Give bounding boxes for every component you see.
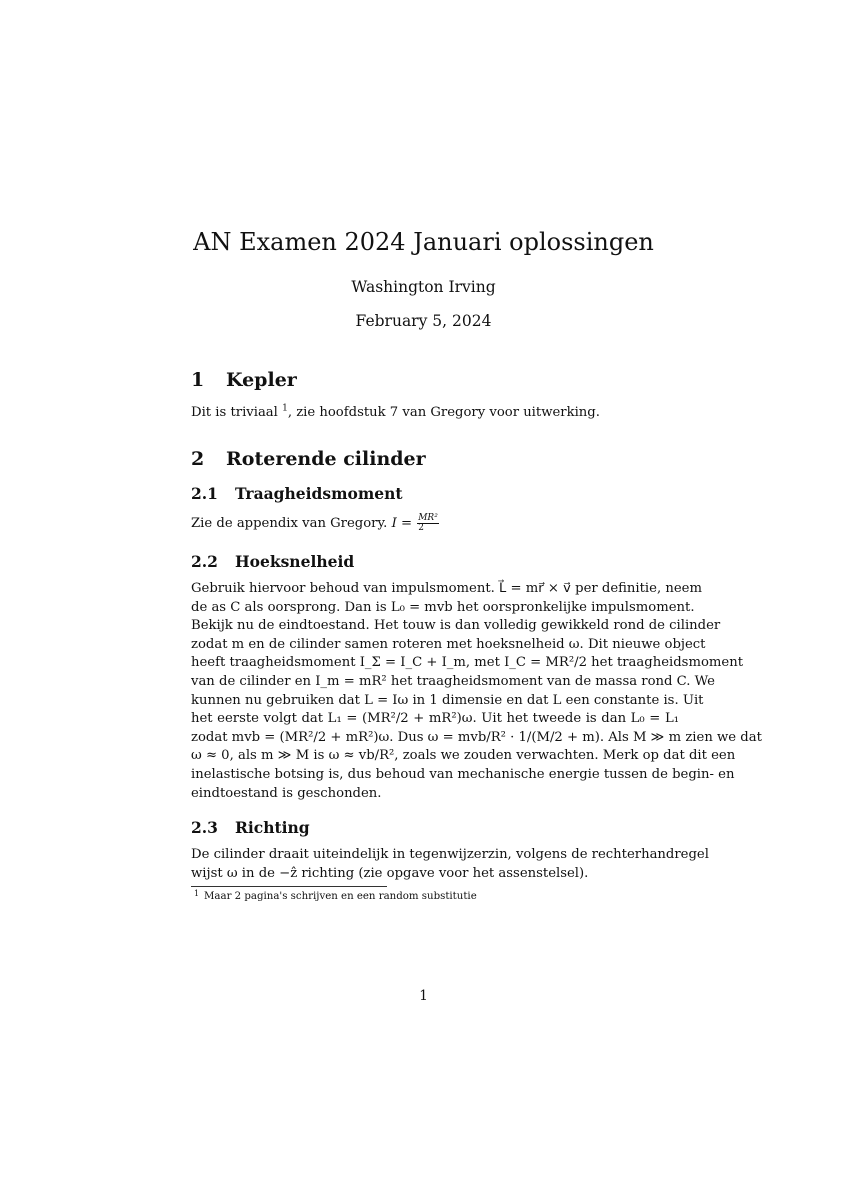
subsection-title: Richting [235,818,310,837]
subsection-heading-richting [191,818,310,837]
paragraph-kepler [191,404,679,423]
subsection-number: 2.2 [191,552,218,571]
paragraph-line: de as C als oorsprong. Dan is L₀ = mvb het oorspronkelijke impulsmoment. [191,599,695,615]
paragraph-line: ω ≈ 0, als m ≫ M is ω ≈ vb/R², zoals we zouden verwachten. Merk op dat dit een [191,748,736,764]
section-heading-roterende-cilinder [191,448,426,470]
paragraph-line: van de cilinder en I_m = mR² het traagheidsmoment van de massa rond C. We [191,673,715,689]
paragraph-line: het eerste volgt dat L₁ = (MR²/2 + mR²)ω. Uit het tweede is dan L₀ = L₁ [191,711,679,727]
footnote-reference: 1 [282,403,288,414]
paragraph-line: zodat mvb = (MR²/2 + mR²)ω. Dus ω = mvb/R² · 1/(M/2 + m). Als M ≫ m zien we dat [191,729,762,745]
paragraph-line: Bekijk nu de eindtoestand. Het touw is dan volledig gewikkeld rond de cilinder [191,618,721,634]
subsection-heading-hoeksnelheid [191,552,354,571]
paragraph-richting [191,846,709,883]
paragraph-line: Zie de appendix van Gregory. I = $\frac{\text{MR²}}{2}$ [191,513,438,533]
section-title: Roterende cilinder [226,448,426,470]
paragraph-hoeksnelheid [191,580,762,803]
footnote [194,889,477,902]
subsection-number: 2.1 [191,484,218,503]
subsection-title: Hoeksnelheid [235,552,355,571]
document-author: Washington Irving [351,278,496,296]
paragraph-traagheidsmoment [191,514,679,534]
footnote-mark: 1 [194,889,200,898]
subsection-heading-traagheidsmoment [191,484,403,503]
paragraph-line: zodat m en de cilinder samen roteren met hoeksnelheid ω. Dit nieuwe object [191,636,706,652]
paragraph-line: eindtoestand is geschonden. [191,785,382,801]
section-number: 1 [191,369,205,391]
subsection-number: 2.3 [191,818,218,837]
footnote-rule [191,886,387,887]
paragraph-line: wijst ω in de −ẑ richting (zie opgave voor het assenstelsel). [191,865,589,881]
footnote-text: Maar 2 pagina's schrijven en een random substitutie [204,891,477,902]
paragraph-line: De cilinder draait uiteindelijk in tegenwijzerzin, volgens de rechterhandregel [191,847,709,862]
paragraph-line: Gebruik hiervoor behoud van impulsmoment. L⃗ = mr⃗ × v⃗ per definitie, neem [191,581,702,596]
subsection-title: Traagheidsmoment [235,484,403,503]
paragraph-line: inelastische botsing is, dus behoud van mechanische energie tussen de begin- en [191,766,735,782]
document-date: February 5, 2024 [355,312,492,330]
section-number: 2 [191,448,205,470]
paragraph-line: heeft traagheidsmoment I_Σ = I_C + I_m, met I_C = MR²/2 het traagheidsmoment [191,655,743,671]
page-number: 1 [419,988,428,1004]
section-heading-kepler [191,369,297,391]
fraction: $\frac{\text{MR²}}{2}$ [418,513,438,533]
paragraph-line: kunnen nu gebruiken dat L = Iω in 1 dimensie en dat L een constante is. Uit [191,692,704,708]
document-title: AN Examen 2024 Januari oplossingen [193,228,654,256]
paragraph-line: Dit is triviaal $^1$, zie hoofdstuk 7 van Gregory voor uitwerking. [191,403,600,420]
section-title: Kepler [226,369,297,391]
